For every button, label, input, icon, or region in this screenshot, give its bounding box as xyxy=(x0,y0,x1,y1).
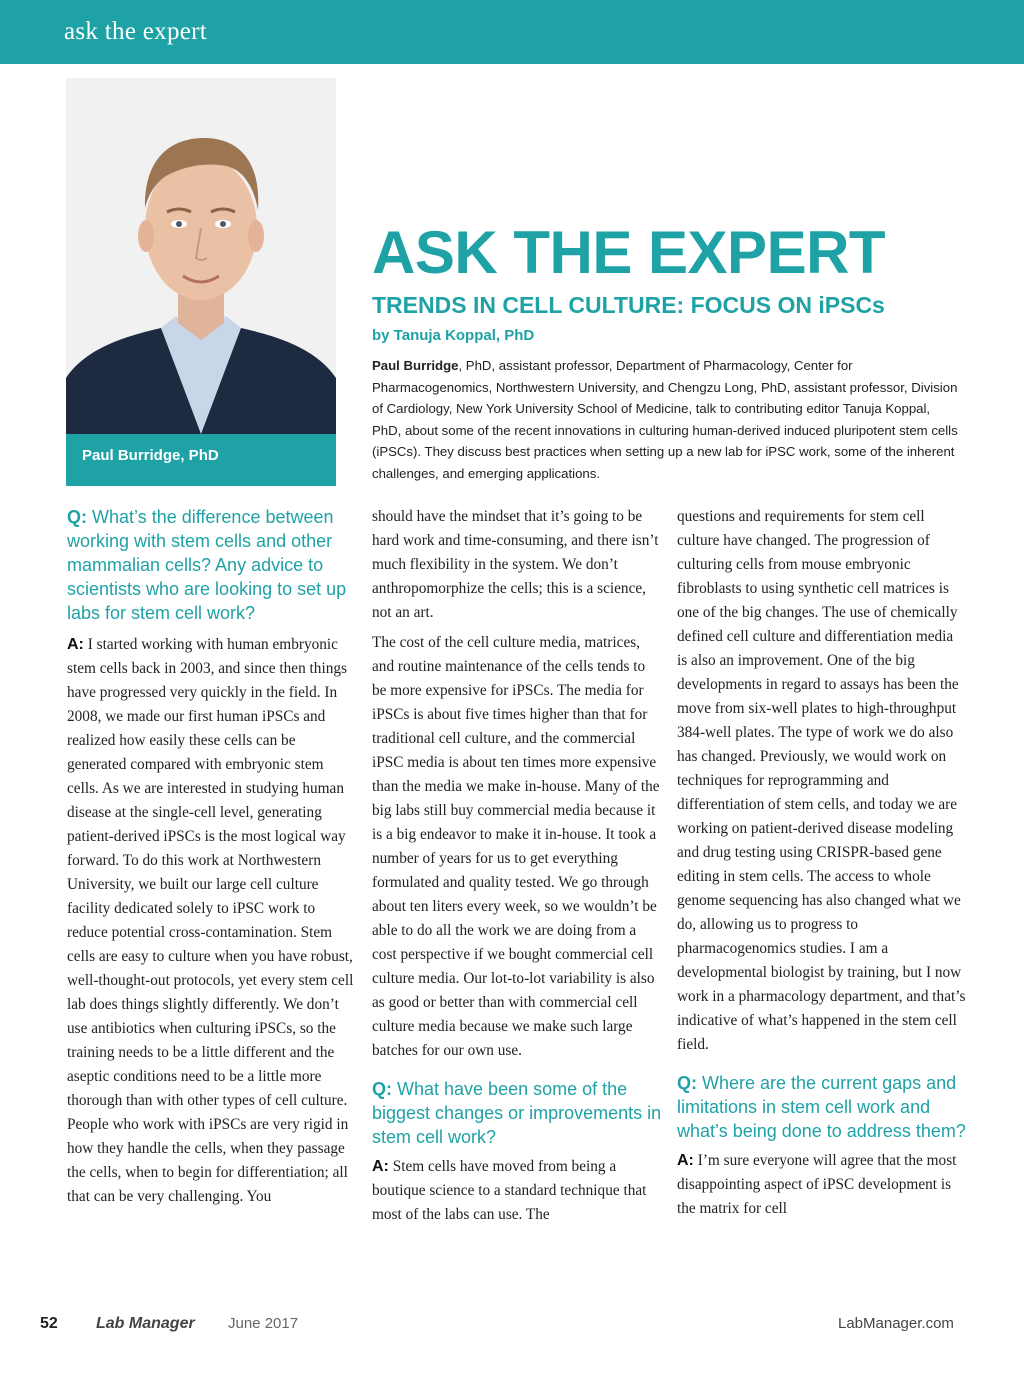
answer-3-text: I’m sure everyone will agree that the most disappointing aspect of iPSC development is the matrix for cell xyxy=(677,1152,957,1217)
answer-label: A: xyxy=(372,1158,389,1175)
answer-label: A: xyxy=(677,1152,694,1169)
issue-date: June 2017 xyxy=(228,1315,299,1332)
intro-name: Paul Burridge xyxy=(372,358,459,373)
answer-label: A: xyxy=(67,636,84,653)
article-byline: by Tanuja Koppal, PhD xyxy=(372,327,535,344)
paragraph-3a: questions and requirements for stem cell culture have changed. The progression of culturing cells from mouse embryonic fibroblasts to using synthetic cell matrices is one of the big changes. The use of chemically defined cell culture and differentiation media is also an improvement. One of the big developments in regard to assays has been the move from six-well plates to high-throughput 384-well plates. The type of work we do also has changed. Previously, we would work on techniques for reprogramming and differentiation of stem cells, and today we are working on patient-derived disease modeling and drug testing using CRISPR-based gene editing in stem cells. The access to whole genome sequencing has also changed what we do, allowing us to progress to pharmacogenomics studies. I am a developmental biologist by training, but I now work in a pharmacology department, and that’s indicative of what’s happened in the stem cell field. xyxy=(677,508,966,1053)
article-title: ASK THE EXPERT xyxy=(372,219,886,286)
section-label: ask the expert xyxy=(64,18,208,45)
question-3 xyxy=(677,1071,967,1143)
answer-1 xyxy=(67,633,357,1209)
answer-1-text: I started working with human embryonic stem cells back in 2003, and since then things have progressed very quickly in the field. In 2008, we made our first human iPSCs and realized how easily these cells can be generated compared with embryonic stem cells. As we are interested in studying human disease at the single-cell level, generating patient-derived iPSCs is the most logical way forward. To do this work at Northwestern University, we built our large cell culture facility dedicated solely to iPSC work to reduce potential cross-contamination. Stem cells are easy to culture when you have robust, well-thought-out protocols, yet every stem cell lab does things slightly differently. We don’t use antibiotics when culturing iPSCs, so the training needs to be a little different and the aseptic conditions need to be a little more thorough than with other types of cell culture. People who work with iPSCs are very rigid in how they handle the cells, when they passage the cells, when to begin for differentiation; all that can be very challenging. You xyxy=(67,636,354,1205)
question-label: Q: xyxy=(372,1079,392,1099)
question-2 xyxy=(372,1077,662,1149)
section-header-bar xyxy=(0,0,1024,64)
paragraph-2a: should have the mindset that it’s going to be hard work and time-consuming, and there isn’t much flexibility in the system. We don’t anthropomorphize the cells; this is a science, not an art. xyxy=(372,508,659,621)
column-3 xyxy=(677,505,967,1221)
question-1 xyxy=(67,505,357,625)
question-2-text: What have been some of the biggest changes or improvements in stem cell work? xyxy=(372,1079,662,1147)
question-label: Q: xyxy=(677,1073,697,1093)
magazine-name: Lab Manager xyxy=(96,1315,195,1332)
column-1 xyxy=(67,505,357,1209)
article-subtitle: TRENDS IN CELL CULTURE: FOCUS ON iPSCs xyxy=(372,292,885,318)
portrait-photo xyxy=(66,78,336,434)
answer-3 xyxy=(677,1149,967,1221)
portrait-illustration xyxy=(66,78,336,434)
page-number: 52 xyxy=(40,1315,58,1332)
answer-2-text: Stem cells have moved from being a boutique science to a standard technique that most of the labs can use. The xyxy=(372,1158,647,1223)
photo-caption: Paul Burridge, PhD xyxy=(82,447,219,464)
article-intro xyxy=(372,355,962,484)
question-label: Q: xyxy=(67,507,87,527)
intro-text: , PhD, assistant professor, Department of Pharmacology, Center for Pharmacogenomics, Northwestern University, and Chengzu Long, PhD, assistant professor, Division of Cardiology, New York University School of Medicine, talk to contributing editor Tanuja Koppal, PhD, about some of the recent innovations in culturing human-derived induced pluripotent stem cells (iPSCs). They discuss best practices when setting up a new lab for iPSC work, some of the inherent challenges, and emerging applications. xyxy=(372,358,958,481)
paragraph-2b: The cost of the cell culture media, matrices, and routine maintenance of the cells tends to be more expensive for iPSCs. The media for iPSCs is about five times higher than that for traditional cell culture, and the commercial iPSC media is about ten times more expensive than the media we make in-house. Many of the big labs still buy commercial media because it is a big endeavor to make it in-house. It took a number of years for us to get everything formulated and quality tested. We go through about ten liters every week, so we wouldn’t be able to do all the work we are doing from a cost perspective if we bought commercial cell culture media. Our lot-to-lot variability is also as good or better than with commercial cell culture media because we make such large batches for our own use. xyxy=(372,634,660,1059)
question-1-text: What’s the difference between working with stem cells and other mammalian cells? Any advice to scientists who are looking to set up labs for stem cell work? xyxy=(67,507,347,623)
column-2 xyxy=(372,505,662,1227)
answer-2 xyxy=(372,1155,662,1227)
question-3-text: Where are the current gaps and limitations in stem cell work and what’s being done to address them? xyxy=(677,1073,966,1141)
website-link[interactable]: LabManager.com xyxy=(838,1315,954,1332)
photo-caption-box xyxy=(66,434,336,486)
